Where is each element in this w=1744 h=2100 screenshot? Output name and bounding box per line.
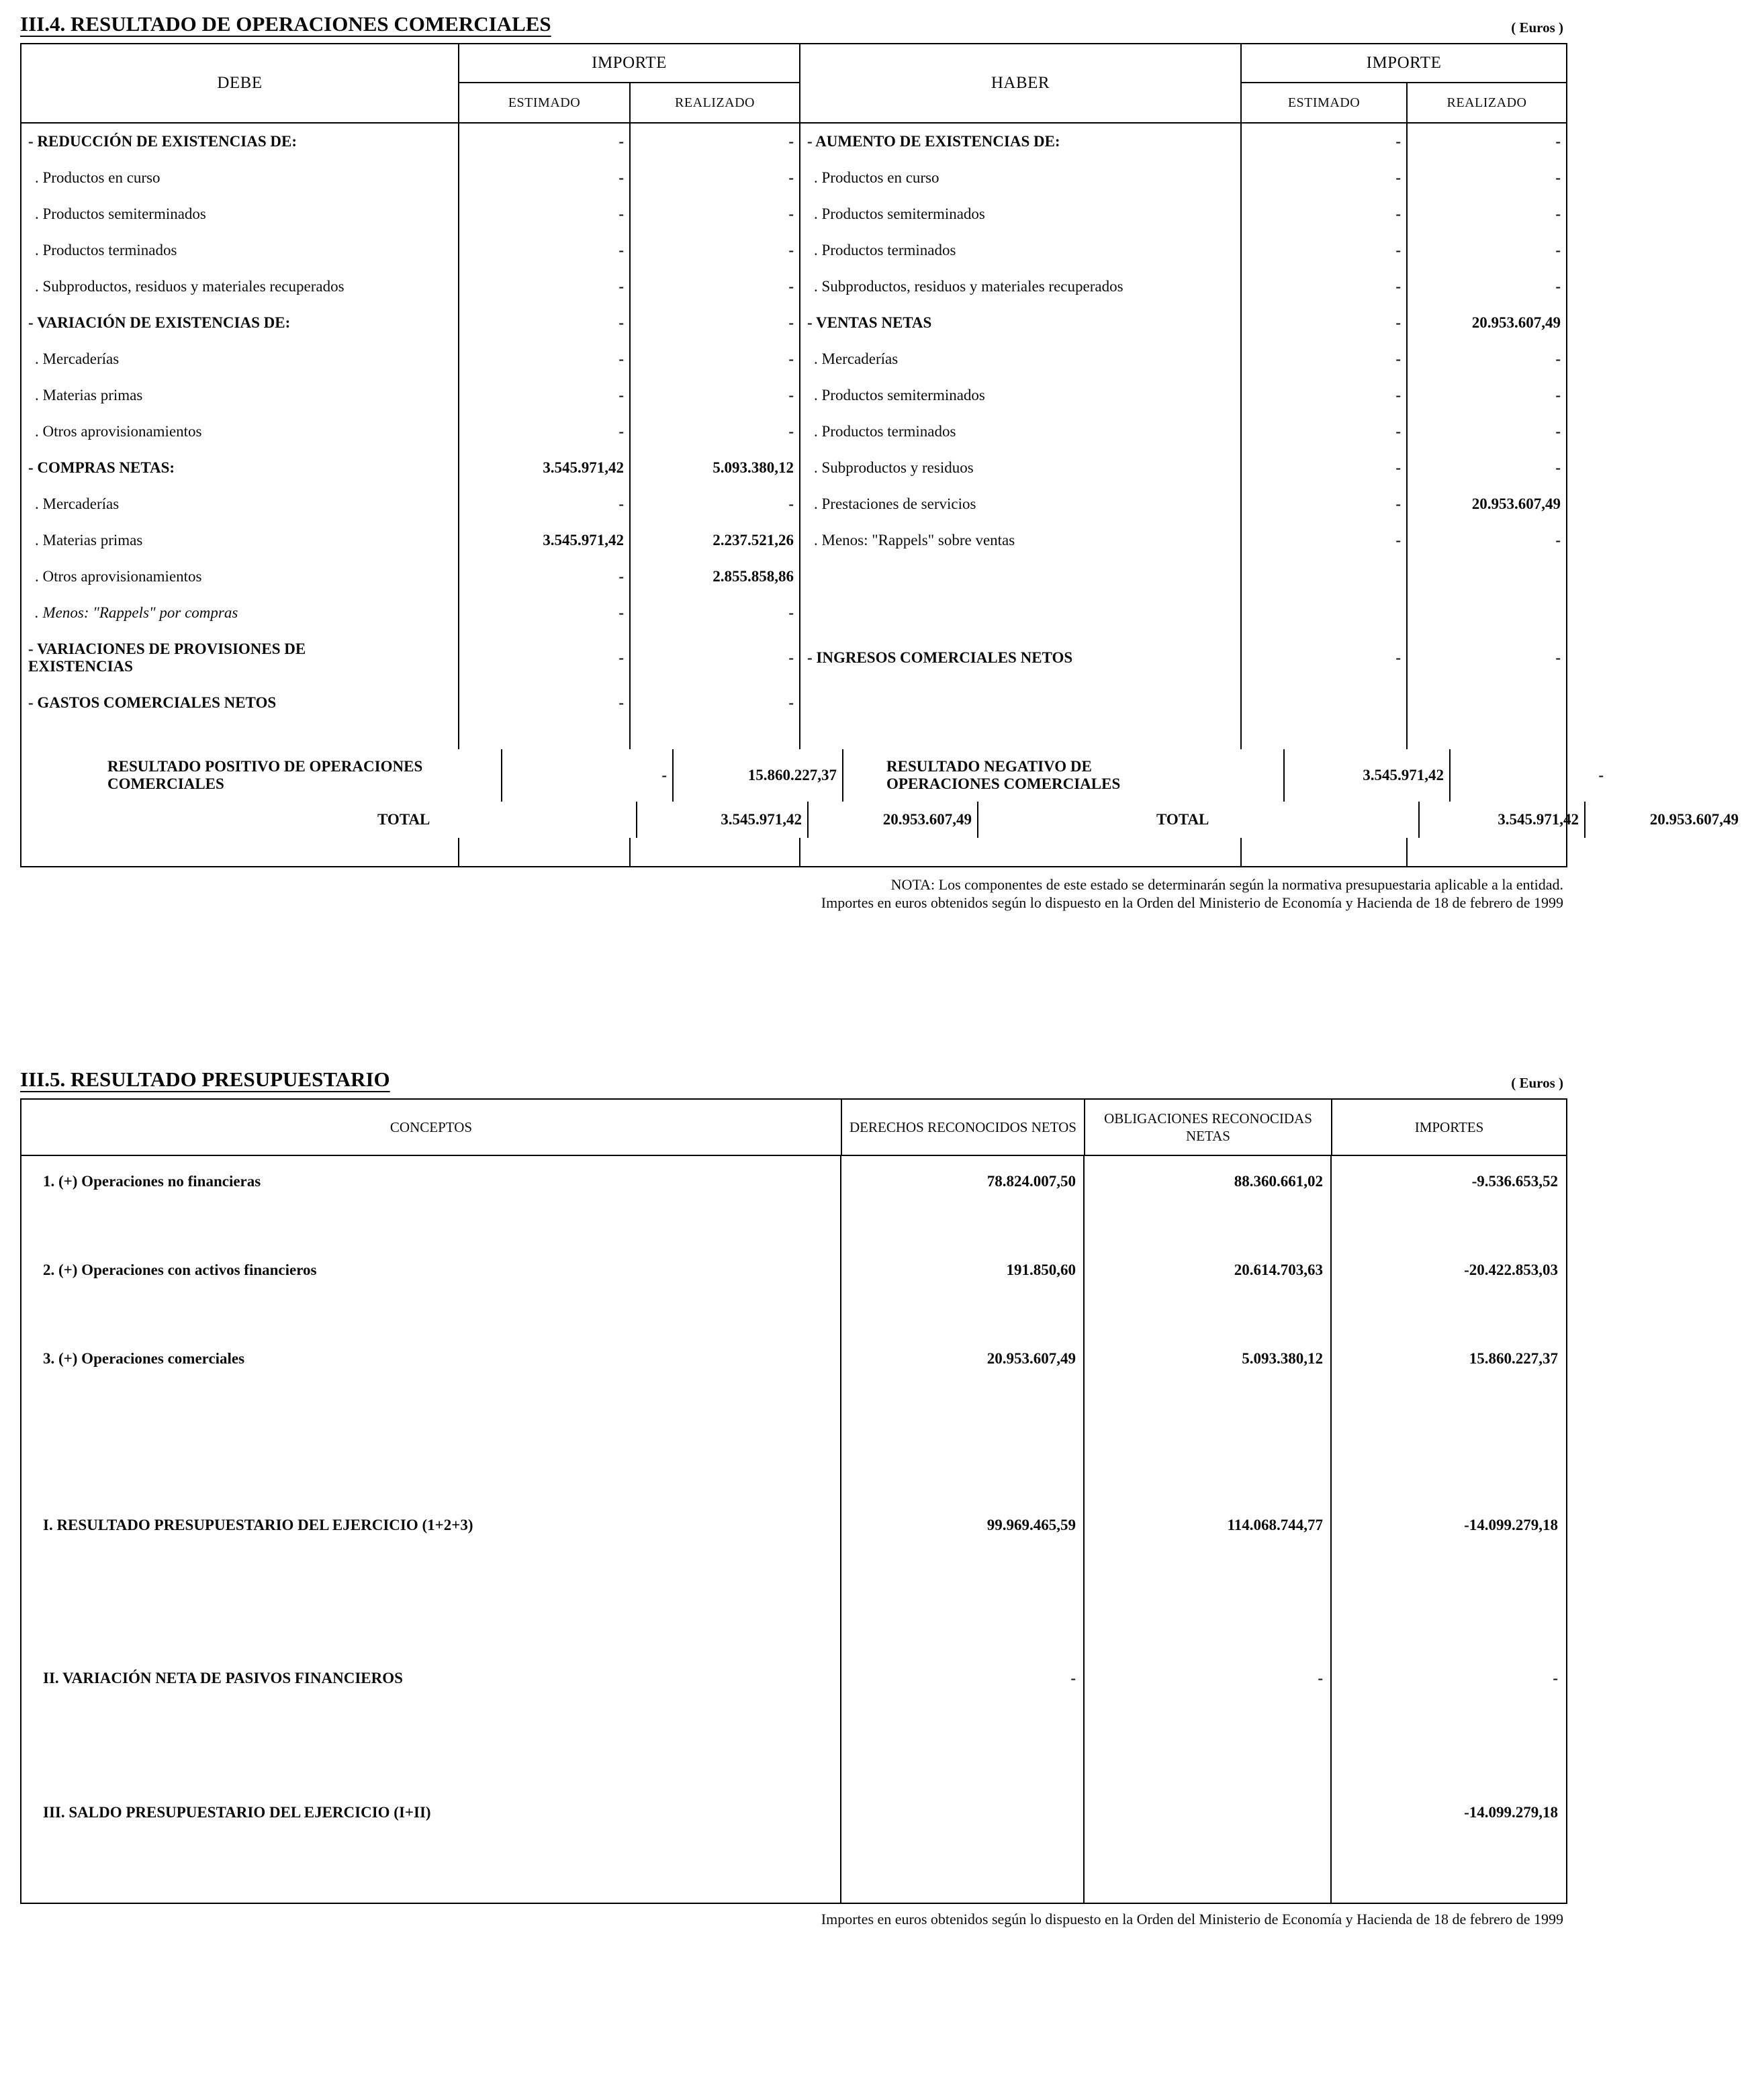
- debit-estimado-value: -: [458, 341, 629, 377]
- header-conceptos: CONCEPTOS: [21, 1100, 841, 1156]
- credit-realizado-value: -: [1449, 749, 1609, 802]
- credit-estimado-value: [1240, 595, 1406, 631]
- credit-estimado-value: -: [1240, 124, 1406, 160]
- obligaciones-value: 114.068.744,77: [1227, 1517, 1323, 1533]
- credit-realizado-value: -: [1406, 414, 1566, 450]
- section1-titlebar: [20, 12, 1565, 36]
- derechos-value: 99.969.465,59: [986, 1517, 1076, 1533]
- debit-realizado-value: 2.237.521,26: [629, 522, 799, 559]
- concepto-label: II. VARIACIÓN NETA DE PASIVOS FINANCIEROS: [43, 1670, 403, 1686]
- table1-note-line2: Importes en euros obtenidos según lo dispuesto en la Orden del Ministerio de Economía y Hacienda de 18 de febrero de 1999: [821, 894, 1563, 911]
- header-importes: IMPORTES: [1331, 1100, 1566, 1156]
- concepto-label: 2. (+) Operaciones con activos financieros: [43, 1261, 317, 1278]
- table2-note: Importes en euros obtenidos según lo dispuesto en la Orden del Ministerio de Economía y Hacienda de 18 de febrero de 1999: [821, 1911, 1563, 1927]
- obligaciones-value: 5.093.380,12: [1242, 1350, 1323, 1367]
- credit-row-label: [799, 595, 1240, 631]
- credit-realizado-value: [1406, 838, 1566, 866]
- credit-row-label: [799, 838, 1240, 866]
- credit-estimado-value: -: [1240, 450, 1406, 486]
- credit-estimado-value: -: [1240, 160, 1406, 196]
- debit-realizado-value: 5.093.380,12: [629, 450, 799, 486]
- header-haber: HABER: [799, 44, 1240, 124]
- table-row: [21, 160, 1566, 196]
- obligaciones-value: -: [1318, 1670, 1323, 1686]
- debit-realizado-value: 15.860.227,37: [672, 749, 842, 802]
- credit-realizado-value: [1406, 685, 1566, 721]
- table-row: [21, 559, 1566, 595]
- debit-realizado-value: -: [629, 160, 799, 196]
- debit-row-label: - COMPRAS NETAS:: [28, 459, 175, 477]
- table-row: [21, 1512, 1566, 1539]
- table1-notes: [20, 875, 1565, 912]
- table-row: [21, 1799, 1566, 1826]
- debit-estimado-value: -: [458, 486, 629, 522]
- debit-estimado-value: -: [458, 631, 629, 685]
- table-row: [21, 414, 1566, 450]
- debit-estimado-value: 3.545.971,42: [458, 522, 629, 559]
- table-row: [21, 232, 1566, 269]
- credit-realizado-value: -: [1406, 124, 1566, 160]
- table-row: [21, 1345, 1566, 1372]
- table-row: [21, 749, 1604, 802]
- table-row: [21, 721, 1566, 749]
- obligaciones-value: 88.360.661,02: [1234, 1173, 1323, 1190]
- section2-euros-label: ( Euros ): [1511, 1075, 1563, 1091]
- importes-value: -9.536.653,52: [1471, 1173, 1558, 1190]
- credit-realizado-value: -: [1406, 631, 1566, 685]
- header-derechos-reconocidos: DERECHOS RECONOCIDOS NETOS: [841, 1100, 1084, 1156]
- debit-estimado-value: -: [501, 749, 672, 802]
- credit-estimado-value: [1240, 838, 1406, 866]
- credit-realizado-value: -: [1406, 341, 1566, 377]
- debit-estimado-value: -: [458, 124, 629, 160]
- obligaciones-value: 20.614.703,63: [1234, 1261, 1323, 1278]
- table-row: [21, 522, 1566, 559]
- importes-value: 15.860.227,37: [1469, 1350, 1558, 1367]
- debit-realizado-value: -: [629, 685, 799, 721]
- section1-euros-label: ( Euros ): [1511, 19, 1563, 36]
- table-row: [21, 1665, 1566, 1692]
- debit-row-label: TOTAL: [377, 811, 430, 828]
- debit-row-label: - GASTOS COMERCIALES NETOS: [28, 694, 277, 712]
- credit-estimado-value: 3.545.971,42: [1283, 749, 1449, 802]
- derechos-value: 78.824.007,50: [986, 1173, 1076, 1190]
- table-row: [21, 631, 1566, 685]
- concepto-label: I. RESULTADO PRESUPUESTARIO DEL EJERCICIO (1+2+3): [43, 1517, 473, 1533]
- credit-estimado-value: [1240, 559, 1406, 595]
- credit-estimado-value: -: [1240, 486, 1406, 522]
- debit-realizado-value: -: [629, 595, 799, 631]
- credit-realizado-value: -: [1406, 522, 1566, 559]
- concepto-label: III. SALDO PRESUPUESTARIO DEL EJERCICIO (I+II): [43, 1804, 431, 1821]
- credit-row-label: [799, 559, 1240, 595]
- credit-realizado-value: -: [1406, 450, 1566, 486]
- credit-estimado-value: -: [1240, 631, 1406, 685]
- header-realizado-credit: REALIZADO: [1406, 83, 1566, 124]
- credit-estimado-value: -: [1240, 414, 1406, 450]
- table-row: [21, 196, 1566, 232]
- header-estimado-debit: ESTIMADO: [458, 83, 629, 124]
- debit-estimado-value: [458, 721, 629, 749]
- derechos-value: [841, 1799, 1084, 1826]
- debit-estimado-value: -: [458, 685, 629, 721]
- credit-realizado-value: 20.953.607,49: [1406, 305, 1566, 341]
- debit-realizado-value: -: [629, 414, 799, 450]
- credit-realizado-value: [1406, 559, 1566, 595]
- section2-title: III.5. RESULTADO PRESUPUESTARIO: [20, 1067, 390, 1091]
- credit-row-label: - AUMENTO DE EXISTENCIAS DE:: [799, 124, 1240, 160]
- credit-estimado-value: -: [1240, 269, 1406, 305]
- debit-row-label: . Otros aprovisionamientos: [35, 423, 202, 440]
- table-row: [21, 685, 1566, 721]
- credit-estimado-value: -: [1240, 232, 1406, 269]
- derechos-value: -: [1070, 1670, 1076, 1686]
- concepto-label: 1. (+) Operaciones no financieras: [43, 1173, 261, 1190]
- commercial-operations-table: [20, 43, 1739, 867]
- debit-estimado-value: 3.545.971,42: [636, 802, 807, 838]
- obligaciones-value: [1084, 1799, 1331, 1826]
- credit-estimado-value: -: [1240, 341, 1406, 377]
- credit-row-label: RESULTADO NEGATIVO DE OPERACIONES COMERCIALES: [842, 749, 1208, 802]
- debit-realizado-value: -: [629, 232, 799, 269]
- concepto-label: 3. (+) Operaciones comerciales: [43, 1350, 245, 1367]
- importes-value: -: [1553, 1670, 1558, 1686]
- credit-row-label: . Subproductos y residuos: [799, 450, 1240, 486]
- debit-estimado-value: -: [458, 232, 629, 269]
- credit-estimado-value: -: [1240, 196, 1406, 232]
- header-obligaciones-reconocidas: OBLIGACIONES RECONOCIDAS NETAS: [1084, 1100, 1331, 1156]
- credit-row-label: - VENTAS NETAS: [799, 305, 1240, 341]
- debit-row-label: . Menos: "Rappels" por compras: [35, 604, 238, 622]
- table-row: [21, 486, 1566, 522]
- debit-estimado-value: -: [458, 595, 629, 631]
- derechos-value: 20.953.607,49: [986, 1350, 1076, 1367]
- table1-body: [21, 124, 1739, 866]
- table-row: [21, 450, 1566, 486]
- credit-row-label: . Productos semiterminados: [799, 377, 1240, 414]
- importes-value: -14.099.279,18: [1464, 1517, 1558, 1533]
- debit-realizado-value: [629, 721, 799, 749]
- debit-estimado-value: [458, 838, 629, 866]
- credit-row-label: . Productos terminados: [799, 232, 1240, 269]
- debit-estimado-value: 3.545.971,42: [458, 450, 629, 486]
- derechos-value: 191.850,60: [1006, 1261, 1076, 1278]
- debit-estimado-value: -: [458, 559, 629, 595]
- credit-realizado-value: [1406, 721, 1566, 749]
- table1-header: [21, 44, 1566, 124]
- importes-value: -14.099.279,18: [1464, 1804, 1558, 1821]
- credit-row-label: . Productos en curso: [799, 160, 1240, 196]
- debit-realizado-value: -: [629, 377, 799, 414]
- debit-realizado-value: -: [629, 269, 799, 305]
- debit-row-label: . Mercaderías: [35, 350, 120, 368]
- table-row: [21, 838, 1566, 866]
- header-debe: DEBE: [21, 44, 458, 124]
- debit-realizado-value: -: [629, 486, 799, 522]
- debit-estimado-value: -: [458, 196, 629, 232]
- debit-realizado-value: -: [629, 631, 799, 685]
- credit-realizado-value: -: [1406, 160, 1566, 196]
- table-row: [21, 595, 1566, 631]
- table-row: [21, 1257, 1566, 1284]
- debit-realizado-value: -: [629, 341, 799, 377]
- debit-realizado-value: -: [629, 124, 799, 160]
- debit-estimado-value: -: [458, 269, 629, 305]
- credit-row-label: . Subproductos, residuos y materiales recuperados: [799, 269, 1240, 305]
- table-row: [21, 377, 1566, 414]
- credit-realizado-value: 20.953.607,49: [1584, 802, 1744, 838]
- debit-estimado-value: -: [458, 305, 629, 341]
- credit-estimado-value: -: [1240, 377, 1406, 414]
- credit-realizado-value: -: [1406, 269, 1566, 305]
- table-row: [21, 802, 1739, 838]
- debit-row-label: . Mercaderías: [35, 495, 120, 513]
- credit-realizado-value: 20.953.607,49: [1406, 486, 1566, 522]
- table1-note-line1: NOTA: Los componentes de este estado se determinarán según la normativa presupuestaria aplicable a la entidad.: [890, 876, 1563, 893]
- credit-estimado-value: 3.545.971,42: [1418, 802, 1584, 838]
- debit-row-label: . Materias primas: [35, 387, 143, 404]
- debit-realizado-value: [629, 838, 799, 866]
- debit-row-label: [21, 838, 458, 866]
- table-row: [21, 269, 1566, 305]
- credit-realizado-value: -: [1406, 232, 1566, 269]
- credit-realizado-value: -: [1406, 377, 1566, 414]
- credit-estimado-value: [1240, 721, 1406, 749]
- credit-estimado-value: -: [1240, 522, 1406, 559]
- credit-row-label: [799, 721, 1240, 749]
- credit-row-label: . Productos semiterminados: [799, 196, 1240, 232]
- debit-realizado-value: -: [629, 196, 799, 232]
- credit-row-label: . Mercaderías: [799, 341, 1240, 377]
- header-estimado-credit: ESTIMADO: [1240, 83, 1406, 124]
- credit-estimado-value: [1240, 685, 1406, 721]
- credit-row-label: . Prestaciones de servicios: [799, 486, 1240, 522]
- header-importe-credit: IMPORTE: [1240, 44, 1566, 83]
- table2-body: [21, 1156, 1566, 1903]
- debit-realizado-value: 2.855.858,86: [629, 559, 799, 595]
- credit-row-label: [799, 685, 1240, 721]
- debit-estimado-value: -: [458, 414, 629, 450]
- debit-row-label: . Otros aprovisionamientos: [35, 568, 202, 585]
- header-importe-debit: IMPORTE: [458, 44, 799, 83]
- table2-header: [21, 1100, 1566, 1156]
- debit-row-label: . Productos en curso: [35, 169, 160, 187]
- debit-realizado-value: 20.953.607,49: [807, 802, 977, 838]
- credit-row-label: - INGRESOS COMERCIALES NETOS: [799, 631, 1240, 685]
- debit-row-label: [21, 721, 458, 749]
- debit-row-label: - VARIACIONES DE PROVISIONES DE EXISTENCIAS: [28, 640, 306, 675]
- table-row: [21, 305, 1566, 341]
- credit-estimado-value: -: [1240, 305, 1406, 341]
- debit-row-label: - VARIACIÓN DE EXISTENCIAS DE:: [28, 314, 291, 332]
- debit-estimado-value: -: [458, 160, 629, 196]
- section2-titlebar: [20, 1067, 1565, 1092]
- debit-row-label: . Subproductos, residuos y materiales recuperados: [35, 278, 345, 295]
- debit-row-label: RESULTADO POSITIVO DE OPERACIONES COMERCIALES: [107, 758, 423, 792]
- credit-row-label: . Productos terminados: [799, 414, 1240, 450]
- debit-row-label: . Materias primas: [35, 532, 143, 549]
- debit-realizado-value: -: [629, 305, 799, 341]
- credit-row-label: TOTAL: [977, 802, 1418, 838]
- importes-value: -20.422.853,03: [1464, 1261, 1558, 1278]
- credit-row-label: . Menos: "Rappels" sobre ventas: [799, 522, 1240, 559]
- budget-result-table: [20, 1098, 1567, 1904]
- credit-realizado-value: [1406, 595, 1566, 631]
- table-row: [21, 341, 1566, 377]
- header-realizado-debit: REALIZADO: [629, 83, 799, 124]
- debit-row-label: . Productos semiterminados: [35, 205, 206, 223]
- table-row: [21, 124, 1566, 160]
- debit-row-label: . Productos terminados: [35, 242, 177, 259]
- debit-estimado-value: -: [458, 377, 629, 414]
- credit-realizado-value: -: [1406, 196, 1566, 232]
- table-row: [21, 1168, 1566, 1195]
- section1-title: III.4. RESULTADO DE OPERACIONES COMERCIALES: [20, 12, 551, 36]
- debit-row-label: - REDUCCIÓN DE EXISTENCIAS DE:: [28, 133, 297, 150]
